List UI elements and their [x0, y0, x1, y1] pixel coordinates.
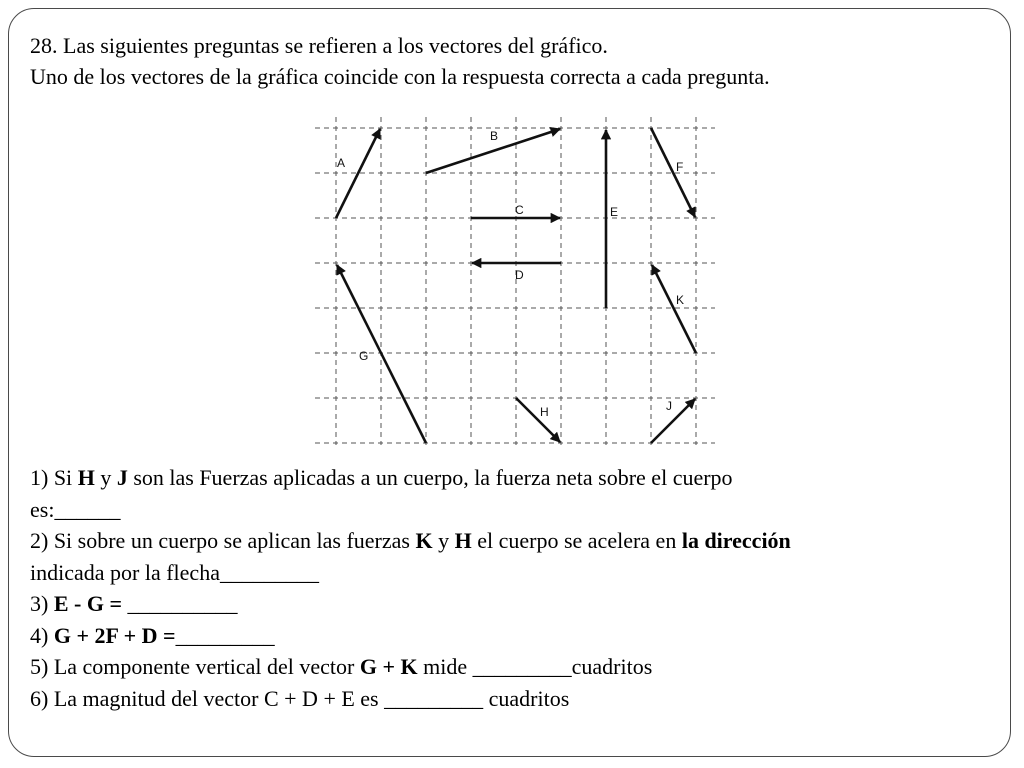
question-6 — [30, 683, 1020, 715]
label-d: D — [515, 268, 524, 282]
bold-term: H — [77, 465, 95, 490]
label-j: J — [666, 399, 672, 413]
question-text: 4) — [30, 622, 54, 648]
question-3 — [30, 588, 1020, 620]
question-5 — [30, 651, 1020, 683]
label-c: C — [515, 203, 524, 217]
question-text: es:______ — [30, 496, 121, 522]
question-text: indicada por la flecha_________ — [30, 559, 319, 585]
question-list — [30, 462, 1020, 714]
question-1-line-2 — [30, 494, 1020, 526]
question-text: _________ — [175, 622, 275, 648]
label-f: F — [676, 160, 684, 174]
question-2-line-1 — [30, 525, 1020, 557]
vector-j — [651, 399, 695, 443]
bold-term: G + K — [359, 654, 418, 679]
bold-term: J — [116, 465, 128, 490]
label-a: A — [337, 156, 346, 170]
label-g: G — [359, 349, 369, 363]
question-title: 28. Las siguientes preguntas se refieren a los vectores del gráfico. — [30, 33, 608, 58]
question-text: 1) Si — [30, 465, 78, 490]
label-k: K — [676, 293, 685, 307]
question-1-line-1 — [30, 462, 1020, 494]
vector-grid-figure — [310, 115, 720, 450]
label-e: E — [610, 205, 619, 219]
question-text: __________ — [127, 591, 238, 616]
question-text: mide _________cuadritos — [417, 654, 653, 679]
question-text: 2) Si sobre un cuerpo se aplican las fuerzas — [30, 528, 416, 553]
intro — [30, 30, 770, 92]
question-text: y — [432, 528, 455, 553]
question-subtitle: Uno de los vectores de la gráfica coincide con la respuesta correcta a cada pregunta. — [30, 64, 770, 89]
question-text: son las Fuerzas aplicadas a un cuerpo, la fuerza neta sobre el cuerpo — [127, 465, 733, 490]
question-text: 3) — [30, 591, 54, 616]
question-text: 5) La componente vertical del vector — [30, 654, 360, 679]
question-text: 6) La magnitud del vector C + D + E es _________ cuadritos — [30, 685, 570, 711]
question-2-line-2 — [30, 557, 1020, 589]
question-text: y — [94, 465, 117, 490]
question-text: el cuerpo se acelera en — [471, 528, 682, 553]
label-b: B — [490, 129, 499, 143]
bold-term: la dirección — [681, 528, 791, 553]
vector-h — [516, 398, 560, 442]
question-4 — [30, 620, 1020, 652]
label-h: H — [540, 405, 549, 419]
bold-term: H — [454, 528, 472, 553]
vector-k — [652, 265, 696, 353]
bold-term: K — [415, 528, 433, 553]
bold-term: E - G = — [53, 591, 128, 616]
bold-term: G + 2F + D = — [53, 622, 176, 648]
